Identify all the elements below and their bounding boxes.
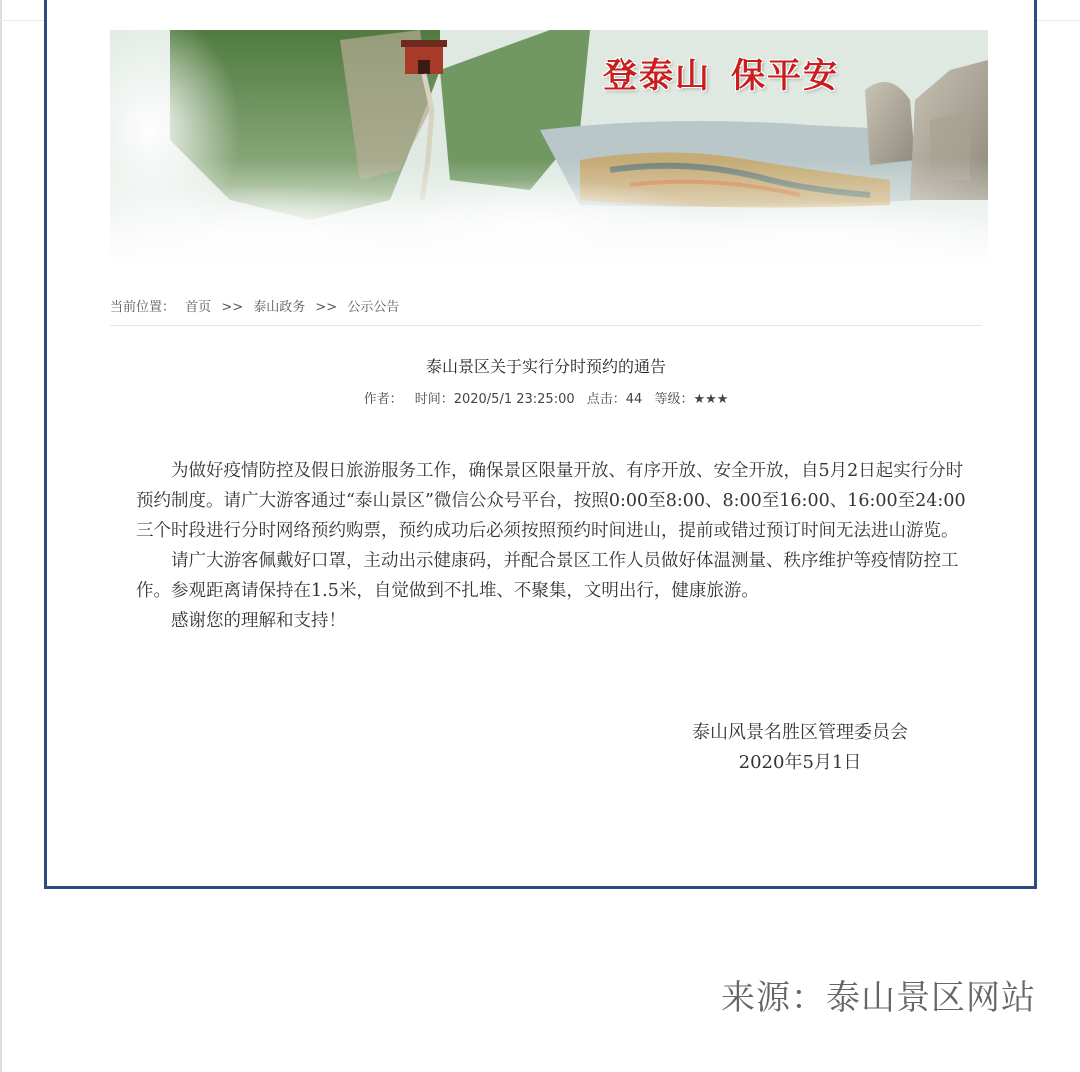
meta-time: 时间：2020/5/1 23:25:00 bbox=[414, 392, 575, 407]
banner-scenery-image bbox=[110, 30, 988, 266]
breadcrumb-taishan-affairs[interactable]: 泰山政务 bbox=[253, 300, 306, 315]
breadcrumb bbox=[110, 296, 405, 315]
breadcrumb-announcements[interactable]: 公示公告 bbox=[347, 300, 400, 315]
breadcrumb-separator: >> bbox=[315, 300, 338, 315]
article-body bbox=[136, 456, 966, 636]
slogan-part-2: 保平安 bbox=[731, 56, 839, 96]
breadcrumb-divider bbox=[110, 325, 982, 326]
meta-author: 作者： bbox=[363, 392, 403, 407]
article-meta bbox=[110, 388, 982, 407]
source-caption: 来源：泰山景区网站 bbox=[721, 978, 1036, 1018]
breadcrumb-separator: >> bbox=[221, 300, 244, 315]
slogan-part-1: 登泰山 bbox=[603, 56, 711, 96]
breadcrumb-home[interactable]: 首页 bbox=[185, 300, 212, 315]
banner-slogan bbox=[603, 48, 839, 97]
article-paragraph: 感谢您的理解和支持！ bbox=[171, 611, 346, 631]
meta-clicks: 点击：44 bbox=[586, 392, 643, 407]
signature-date: 2020年5月1日 bbox=[738, 752, 862, 773]
page-edge bbox=[0, 0, 2, 1072]
article-signature bbox=[600, 718, 1000, 778]
article-title: 泰山景区关于实行分时预约的通告 bbox=[425, 357, 666, 376]
breadcrumb-label: 当前位置： bbox=[110, 300, 176, 315]
meta-level: 等级：★★★ bbox=[654, 392, 729, 407]
signature-org: 泰山风景名胜区管理委员会 bbox=[692, 722, 908, 743]
article-paragraph: 为做好疫情防控及假日旅游服务工作，确保景区限量开放、有序开放、安全开放，自5月2日起实行分时预约制度。请广大游客通过“泰山景区”微信公众号平台，按照0:00至8:00、8:00至16:00、16:00至24:00三个时段进行分时网络预约购票，预约成功后必须按照预约时间进山，提前或错过预订时间无法进山游览。 bbox=[136, 461, 966, 541]
article-paragraph: 请广大游客佩戴好口罩，主动出示健康码，并配合景区工作人员做好体温测量、秩序维护等疫情防控工作。参观距离请保持在1.5米，自觉做到不扎堆、不聚集，文明出行，健康旅游。 bbox=[136, 551, 959, 601]
site-banner bbox=[110, 30, 988, 266]
